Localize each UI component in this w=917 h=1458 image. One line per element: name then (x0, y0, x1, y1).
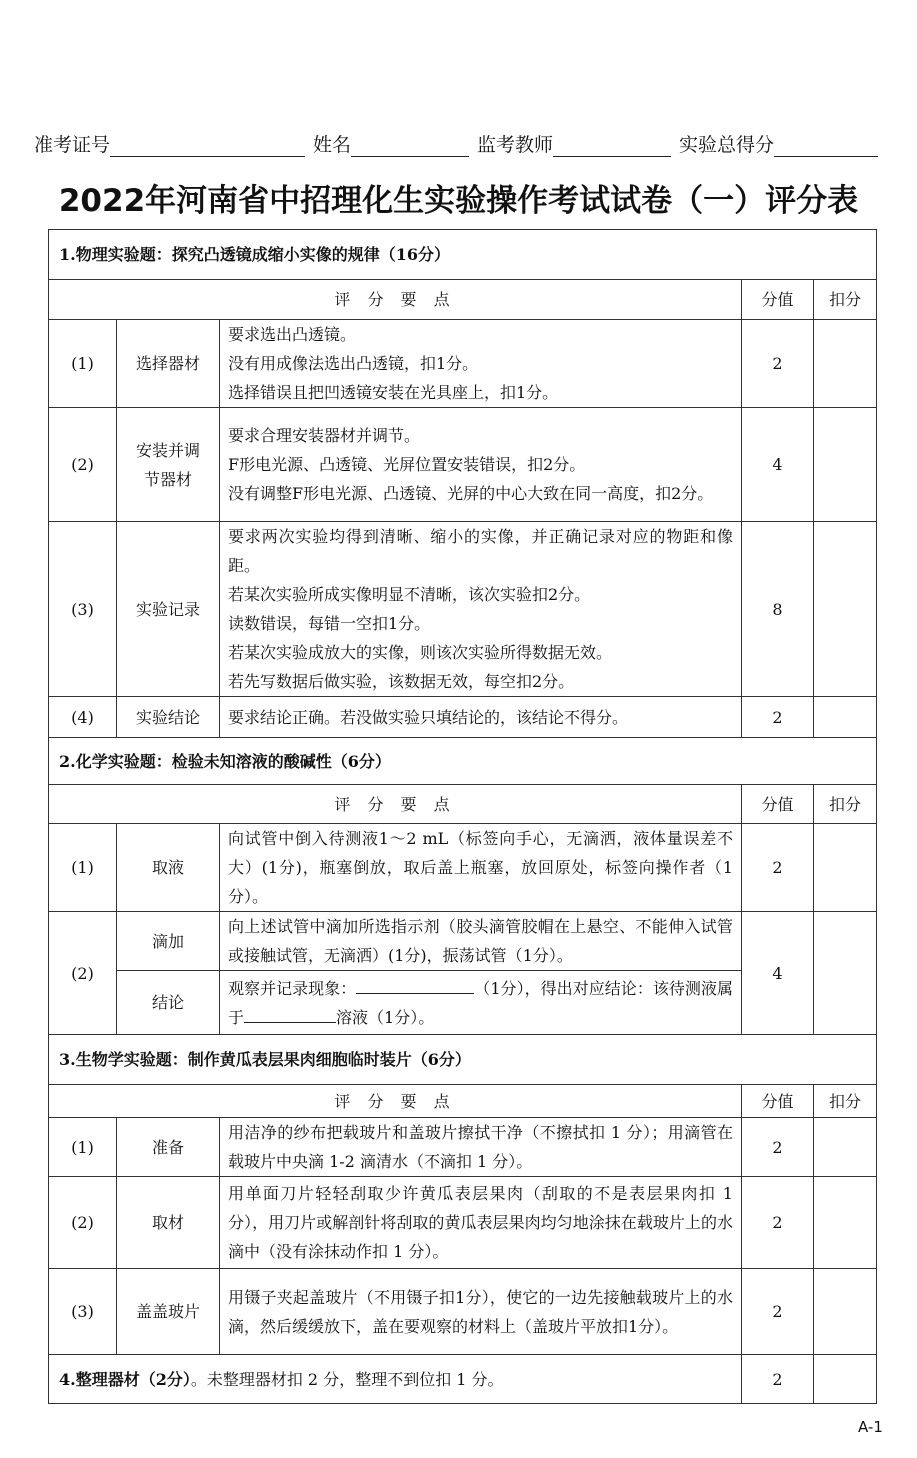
criteria-line: 向试管中倒入待测液1～2 mL（标签向手心，无滴洒，液体量误差不大）(1分)，瓶塞倒放，取后盖上瓶塞，放回原处，标签向操作者（1分）。 (228, 829, 733, 906)
row-score: 2 (742, 1177, 814, 1269)
table-row (49, 1355, 877, 1404)
total-score-label: 实验总得分 (679, 134, 775, 156)
name-label: 姓名 (313, 134, 352, 156)
deduct-cell[interactable] (814, 320, 877, 408)
criteria-line: F形电光源、凸透镜、光屏位置安装错误，扣2分。 (228, 455, 586, 474)
row-item: 实验结论 (117, 697, 220, 738)
row-number: (2) (49, 912, 117, 1035)
points-header: 评 分 要 点 (49, 280, 742, 320)
name-field[interactable] (351, 136, 469, 157)
page-title: 2022年河南省中招理化生实验操作考试试卷（一）评分表 (58, 183, 859, 219)
row-criteria (220, 912, 742, 971)
row-score: 2 (742, 1118, 814, 1177)
criteria-part: （1分），得出对应结论：该待测液属于 (228, 978, 733, 1027)
row-item: 实验记录 (117, 522, 220, 697)
row-item: 取液 (117, 824, 220, 912)
row-item: 滴加 (117, 912, 220, 971)
row-score: 2 (742, 1355, 814, 1404)
proctor-label: 监考教师 (477, 134, 554, 156)
page-number: A-1 (858, 1418, 883, 1436)
row-number: (3) (49, 1269, 117, 1355)
row-criteria (220, 1118, 742, 1177)
table-row (49, 320, 877, 408)
deduct-cell[interactable] (814, 824, 877, 912)
criteria-line: 用镊子夹起盖玻片（不用镊子扣1分），使它的一边先接触载玻片上的水滴，然后缓缓放下，盖在要观察的材料上（盖玻片平放扣1分）。 (228, 1287, 733, 1336)
row-item: 取材 (117, 1177, 220, 1269)
row-item: 结论 (117, 971, 220, 1035)
table-head-row (49, 785, 877, 824)
criteria-line: 向上述试管中滴加所选指示剂（胶头滴管胶帽在上悬空、不能伸入试管或接触试管，无滴洒）(1分)，振荡试管（1分）。 (228, 917, 733, 965)
section-biology-title-row (49, 1035, 877, 1085)
criteria-line: 要求选出凸透镜。 (228, 325, 357, 344)
table-row (49, 522, 877, 697)
section-chemistry-title-row (49, 738, 877, 785)
phenomenon-blank[interactable] (356, 977, 474, 994)
row-number: (1) (49, 1118, 117, 1177)
table-row (49, 1177, 877, 1269)
section-physics-title: 1.物理实验题：探究凸透镜成缩小实像的规律（16分） (49, 230, 877, 280)
row-number: (2) (49, 1177, 117, 1269)
cleanup-text: 。未整理器材扣 2 分，整理不到位扣 1 分。 (190, 1369, 504, 1389)
row-criteria (220, 408, 742, 522)
table-row (49, 1118, 877, 1177)
row-item: 安装并调节器材 (117, 408, 220, 522)
deduct-cell[interactable] (814, 522, 877, 697)
score-header: 分值 (742, 1085, 814, 1118)
score-header: 分值 (742, 280, 814, 320)
row-number: (4) (49, 697, 117, 738)
row-criteria (220, 824, 742, 912)
points-header: 评 分 要 点 (49, 1085, 742, 1118)
table-row (49, 912, 877, 971)
table-row (49, 408, 877, 522)
criteria-line: 选择错误且把凹透镜安装在光具座上，扣1分。 (228, 383, 559, 402)
deduct-cell[interactable] (814, 1177, 877, 1269)
criteria-line: 要求合理安装器材并调节。 (228, 426, 421, 445)
criteria-line: 用单面刀片轻轻刮取少许黄瓜表层果肉（刮取的不是表层果肉扣 1 分），用刀片或解剖针将刮取的黄瓜表层果肉均匀地涂抹在载玻片上的水滴中（没有涂抹动作扣 1 分）。 (228, 1184, 733, 1261)
total-score-field[interactable] (774, 136, 878, 157)
row-number: (1) (49, 320, 117, 408)
table-head-row (49, 1085, 877, 1118)
criteria-line: 若先写数据后做实验，该数据无效，每空扣2分。 (228, 672, 575, 691)
row-number: (3) (49, 522, 117, 697)
row-criteria (220, 971, 742, 1035)
row-score: 2 (742, 697, 814, 738)
section-biology-title: 3.生物学实验题：制作黄瓜表层果肉细胞临时装片（6分） (49, 1035, 877, 1085)
deduct-cell[interactable] (814, 408, 877, 522)
deduct-header: 扣分 (814, 1085, 877, 1118)
row-score: 8 (742, 522, 814, 697)
deduct-header: 扣分 (814, 280, 877, 320)
section-physics-title-row (49, 230, 877, 280)
section-chemistry-title: 2.化学实验题：检验未知溶液的酸碱性（6分） (49, 738, 877, 785)
row-item: 盖盖玻片 (117, 1269, 220, 1355)
cleanup-criteria (49, 1355, 742, 1404)
row-criteria (220, 522, 742, 697)
exam-id-field[interactable] (110, 136, 305, 157)
proctor-field[interactable] (553, 136, 671, 157)
row-score: 2 (742, 1269, 814, 1355)
table-row (49, 1269, 877, 1355)
criteria-line: 读数错误，每错一空扣1分。 (228, 614, 431, 633)
row-criteria (220, 697, 742, 738)
criteria-part: 溶液（1分）。 (336, 1007, 435, 1027)
row-criteria (220, 320, 742, 408)
row-number: (1) (49, 824, 117, 912)
criteria-line: 若某次实验所成实像明显不清晰，该次实验扣2分。 (228, 585, 591, 604)
criteria-line: 没有用成像法选出凸透镜，扣1分。 (228, 354, 479, 373)
row-score: 2 (742, 320, 814, 408)
criteria-part: 观察并记录现象： (228, 978, 357, 998)
criteria-line: 用洁净的纱布把载玻片和盖玻片擦拭干净（不擦拭扣 1 分）；用滴管在载玻片中央滴 1-2 滴清水（不滴扣 1 分）。 (228, 1123, 733, 1171)
row-item: 选择器材 (117, 320, 220, 408)
solution-type-blank[interactable] (244, 1006, 336, 1023)
deduct-cell[interactable] (814, 1118, 877, 1177)
points-header: 评 分 要 点 (49, 785, 742, 824)
row-score: 4 (742, 408, 814, 522)
row-criteria (220, 1269, 742, 1355)
deduct-cell[interactable] (814, 1269, 877, 1355)
row-score: 2 (742, 824, 814, 912)
table-row (49, 697, 877, 738)
scoring-table (48, 229, 877, 1404)
deduct-cell[interactable] (814, 697, 877, 738)
row-number: (2) (49, 408, 117, 522)
criteria-line: 要求结论正确。若没做实验只填结论的，该结论不得分。 (228, 707, 629, 727)
table-head-row (49, 280, 877, 320)
row-score: 4 (742, 912, 814, 1035)
cleanup-title: 4.整理器材（2分） (59, 1369, 191, 1389)
deduct-header: 扣分 (814, 785, 877, 824)
table-row (49, 824, 877, 912)
criteria-line (228, 974, 733, 1032)
deduct-cell[interactable] (814, 912, 877, 1035)
row-criteria (220, 1177, 742, 1269)
criteria-line: 要求两次实验均得到清晰、缩小的实像，并正确记录对应的物距和像距。 (228, 527, 733, 575)
score-header: 分值 (742, 785, 814, 824)
exam-header (34, 130, 900, 157)
row-item: 准备 (117, 1118, 220, 1177)
criteria-line: 没有调整F形电光源、凸透镜、光屏的中心大致在同一高度，扣2分。 (228, 484, 714, 503)
criteria-line: 若某次实验成放大的实像，则该次实验所得数据无效。 (228, 643, 613, 662)
deduct-cell[interactable] (814, 1355, 877, 1404)
exam-id-label: 准考证号 (34, 134, 111, 156)
